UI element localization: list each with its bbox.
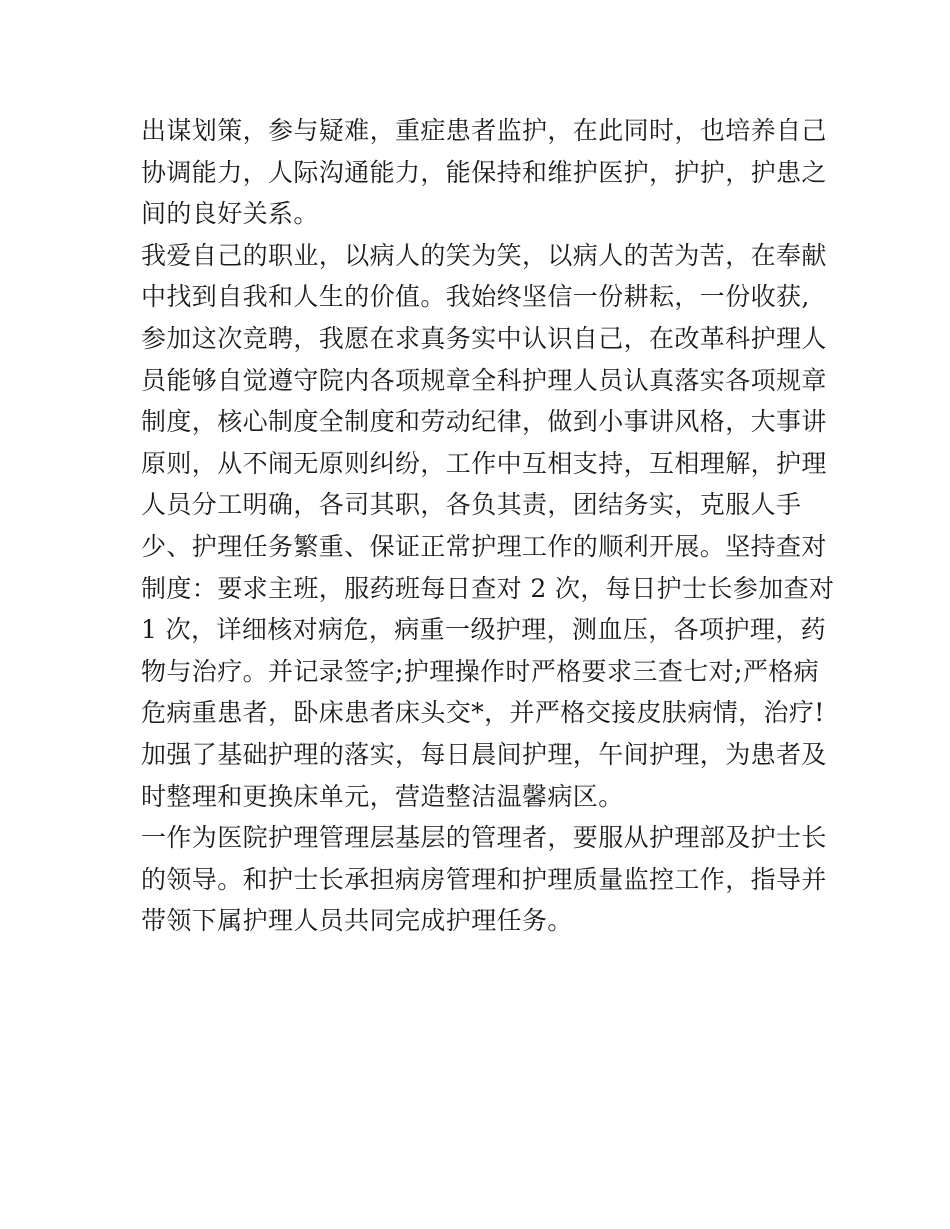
text-line: 物与治疗。并记录签字;护理操作时严格要求三查七对;严格病 bbox=[141, 656, 820, 686]
text-line: 一作为医院护理管理层基层的管理者，要服从护理部及护士长 bbox=[141, 823, 827, 853]
text-line: 带领下属护理人员共同完成护理任务。 bbox=[141, 906, 573, 936]
text-line: 制度：要求主班，服药班每日查对 2 次，每日护士长参加查对 bbox=[141, 573, 835, 603]
text-line: 间的良好关系。 bbox=[141, 199, 319, 229]
text-line: 原则，从不闹无原则纠纷，工作中互相支持，互相理解，护理 bbox=[141, 448, 827, 478]
text-line: 人员分工明确，各司其职，各负其责，团结务实，克服人手 bbox=[141, 490, 802, 520]
text-line: 加强了基础护理的落实，每日晨间护理，午间护理，为患者及 bbox=[141, 739, 827, 769]
body-text bbox=[141, 110, 835, 942]
text-line: 参加这次竞聘，我愿在求真务实中认识自己，在改革科护理人 bbox=[141, 323, 827, 353]
text-line: 中找到自我和人生的价值。我始终坚信一份耕耘，一份收获, bbox=[141, 282, 810, 312]
text-line: 协调能力，人际沟通能力，能保持和维护医护，护护，护患之 bbox=[141, 157, 827, 187]
text-line: 出谋划策，参与疑难，重症患者监护，在此同时，也培养自己 bbox=[141, 116, 827, 145]
text-line: 员能够自觉遵守院内各项规章全科护理人员认真落实各项规章 bbox=[141, 365, 827, 395]
text-line: 危病重患者，卧床患者床头交*，并严格交接皮肤病情，治疗! bbox=[141, 698, 825, 728]
text-line: 1 次，详细核对病危，病重一级护理，测血压，各项护理，药 bbox=[141, 615, 827, 645]
text-line: 我爱自己的职业，以病人的笑为笑，以病人的苦为苦，在奉献 bbox=[141, 240, 827, 270]
text-line: 制度，核心制度全制度和劳动纪律，做到小事讲风格，大事讲 bbox=[141, 407, 827, 437]
text-line: 时整理和更换床单元，营造整洁温馨病区。 bbox=[141, 781, 624, 811]
text-line: 的领导。和护士长承担病房管理和护理质量监控工作，指导并 bbox=[141, 864, 827, 894]
text-line: 少、护理任务繁重、保证正常护理工作的顺利开展。坚持查对 bbox=[141, 531, 827, 561]
